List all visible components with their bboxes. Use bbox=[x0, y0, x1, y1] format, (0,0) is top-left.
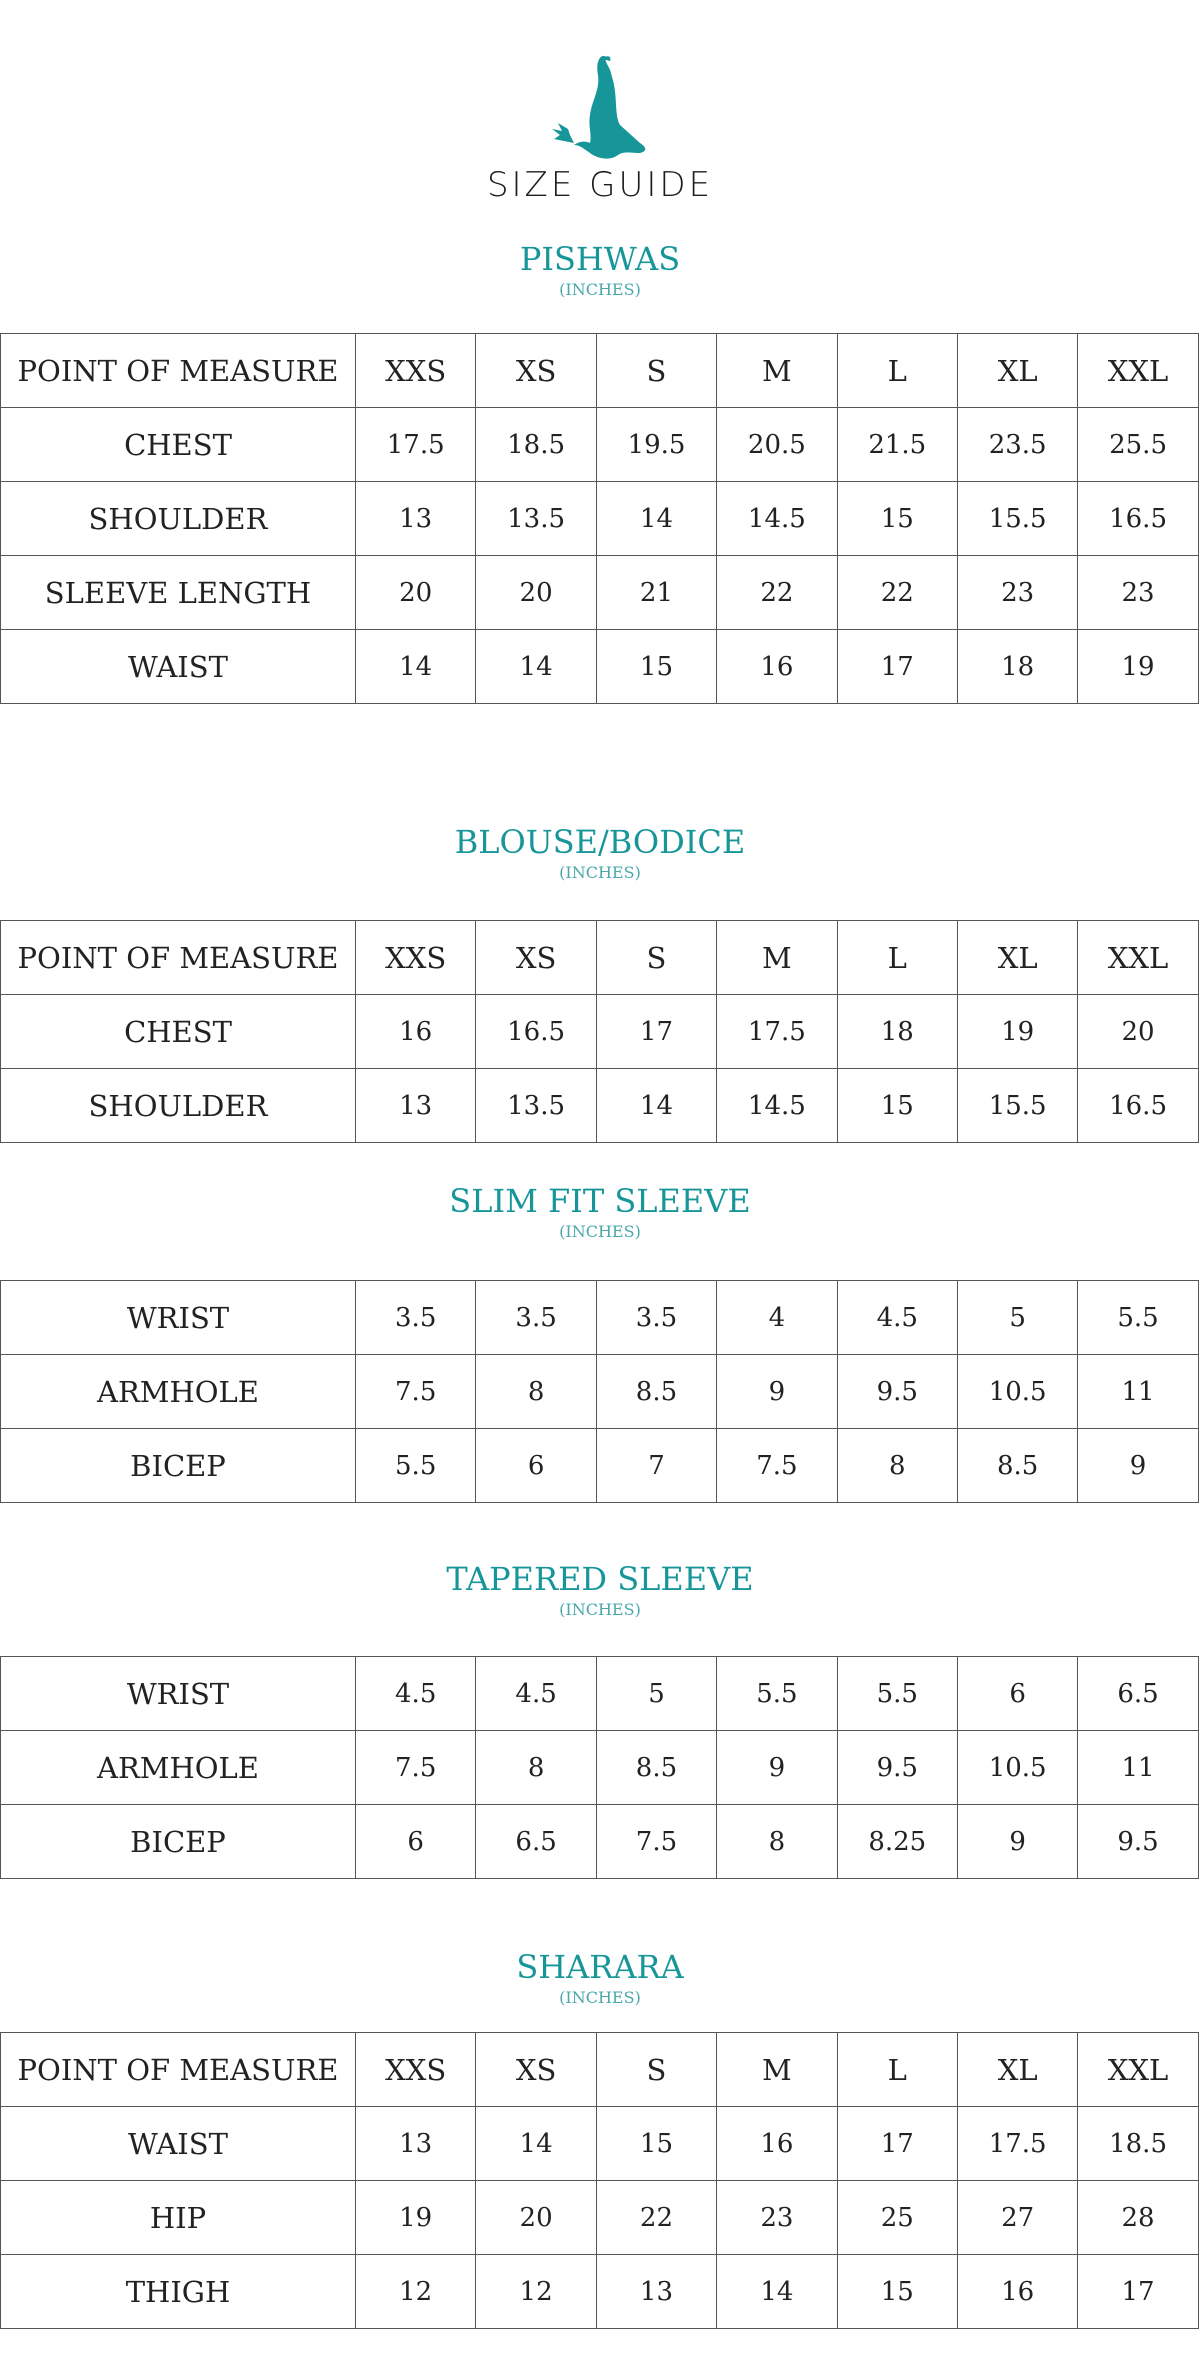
table-cell: 3.5 bbox=[476, 1281, 596, 1355]
row-label: THIGH bbox=[1, 2255, 356, 2329]
table-cell: 23 bbox=[717, 2181, 837, 2255]
table-cell: 16.5 bbox=[1078, 482, 1198, 556]
row-label: SLEEVE LENGTH bbox=[1, 556, 356, 630]
table-cell: 7 bbox=[596, 1429, 716, 1503]
row-label: BICEP bbox=[1, 1805, 356, 1879]
table-cell: 23 bbox=[1078, 556, 1198, 630]
table-cell: 15 bbox=[837, 1069, 957, 1143]
header-cell: XL bbox=[957, 921, 1077, 995]
table-cell: 8 bbox=[717, 1805, 837, 1879]
table-row bbox=[1, 995, 1199, 1069]
table-cell: 8 bbox=[476, 1355, 596, 1429]
table-cell: 14 bbox=[356, 630, 476, 704]
table-cell: 13 bbox=[596, 2255, 716, 2329]
table-header-row bbox=[1, 334, 1199, 408]
table-cell: 16 bbox=[356, 995, 476, 1069]
table-cell: 16.5 bbox=[1078, 1069, 1198, 1143]
table-cell: 18 bbox=[957, 630, 1077, 704]
table-cell: 6 bbox=[957, 1657, 1077, 1731]
table-row bbox=[1, 408, 1199, 482]
pishwas-size-table bbox=[0, 333, 1199, 704]
table-cell: 15 bbox=[596, 630, 716, 704]
table-cell: 5.5 bbox=[837, 1657, 957, 1731]
table-cell: 13 bbox=[356, 1069, 476, 1143]
table-cell: 23.5 bbox=[957, 408, 1077, 482]
table-cell: 8.25 bbox=[837, 1805, 957, 1879]
section-title-blouse-bodice: BLOUSE/BODICE bbox=[454, 823, 746, 861]
table-cell: 19.5 bbox=[596, 408, 716, 482]
table-cell: 22 bbox=[596, 2181, 716, 2255]
header-cell: XS bbox=[476, 921, 596, 995]
table-cell: 9 bbox=[717, 1731, 837, 1805]
table-cell: 4.5 bbox=[837, 1281, 957, 1355]
header-cell: XL bbox=[957, 2033, 1077, 2107]
table-cell: 14 bbox=[476, 2107, 596, 2181]
table-cell: 6 bbox=[356, 1805, 476, 1879]
table-cell: 19 bbox=[957, 995, 1077, 1069]
table-cell: 5 bbox=[596, 1657, 716, 1731]
table-cell: 20.5 bbox=[717, 408, 837, 482]
table-cell: 18.5 bbox=[1078, 2107, 1198, 2181]
table-cell: 5.5 bbox=[717, 1657, 837, 1731]
table-row bbox=[1, 1355, 1199, 1429]
table-row bbox=[1, 556, 1199, 630]
table-cell: 12 bbox=[476, 2255, 596, 2329]
row-label: WAIST bbox=[1, 2107, 356, 2181]
table-cell: 13 bbox=[356, 2107, 476, 2181]
header-cell: POINT OF MEASURE bbox=[1, 2033, 356, 2107]
table-cell: 22 bbox=[717, 556, 837, 630]
header-cell: L bbox=[837, 334, 957, 408]
slim-fit-sleeve-size-table bbox=[0, 1280, 1199, 1503]
table-cell: 4.5 bbox=[476, 1657, 596, 1731]
table-cell: 27 bbox=[957, 2181, 1077, 2255]
header-cell: L bbox=[837, 921, 957, 995]
section-unit: (INCHES) bbox=[559, 1988, 641, 2007]
table-cell: 10.5 bbox=[957, 1731, 1077, 1805]
table-cell: 3.5 bbox=[356, 1281, 476, 1355]
table-cell: 8.5 bbox=[596, 1355, 716, 1429]
table-cell: 17.5 bbox=[356, 408, 476, 482]
table-cell: 25 bbox=[837, 2181, 957, 2255]
header-cell: XXS bbox=[356, 334, 476, 408]
table-cell: 14.5 bbox=[717, 482, 837, 556]
table-cell: 16.5 bbox=[476, 995, 596, 1069]
table-cell: 3.5 bbox=[596, 1281, 716, 1355]
header-cell: XXS bbox=[356, 921, 476, 995]
row-label: WRIST bbox=[1, 1657, 356, 1731]
header-cell: XXL bbox=[1078, 921, 1198, 995]
table-cell: 17 bbox=[596, 995, 716, 1069]
table-cell: 18.5 bbox=[476, 408, 596, 482]
table-cell: 12 bbox=[356, 2255, 476, 2329]
row-label: ARMHOLE bbox=[1, 1731, 356, 1805]
table-cell: 15 bbox=[596, 2107, 716, 2181]
table-cell: 17.5 bbox=[957, 2107, 1077, 2181]
tapered-sleeve-size-table bbox=[0, 1656, 1199, 1879]
table-cell: 9 bbox=[1078, 1429, 1198, 1503]
row-label: CHEST bbox=[1, 408, 356, 482]
table-cell: 25.5 bbox=[1078, 408, 1198, 482]
table-cell: 17 bbox=[837, 630, 957, 704]
table-row bbox=[1, 482, 1199, 556]
table-cell: 8.5 bbox=[596, 1731, 716, 1805]
table-cell: 4 bbox=[717, 1281, 837, 1355]
table-cell: 17 bbox=[1078, 2255, 1198, 2329]
table-cell: 14 bbox=[596, 1069, 716, 1143]
table-cell: 20 bbox=[1078, 995, 1198, 1069]
row-label: ARMHOLE bbox=[1, 1355, 356, 1429]
row-label: BICEP bbox=[1, 1429, 356, 1503]
blouse-bodice-size-table bbox=[0, 920, 1199, 1143]
header-cell: XL bbox=[957, 334, 1077, 408]
table-cell: 7.5 bbox=[717, 1429, 837, 1503]
table-cell: 16 bbox=[717, 630, 837, 704]
table-cell: 6 bbox=[476, 1429, 596, 1503]
section-unit: (INCHES) bbox=[559, 280, 641, 299]
table-cell: 8 bbox=[837, 1429, 957, 1503]
table-cell: 20 bbox=[476, 556, 596, 630]
section-unit: (INCHES) bbox=[559, 1600, 641, 1619]
table-row bbox=[1, 2181, 1199, 2255]
table-row bbox=[1, 1657, 1199, 1731]
table-cell: 14 bbox=[476, 630, 596, 704]
section-unit: (INCHES) bbox=[559, 863, 641, 882]
table-cell: 6.5 bbox=[476, 1805, 596, 1879]
table-row bbox=[1, 630, 1199, 704]
table-row bbox=[1, 1731, 1199, 1805]
header-cell: L bbox=[837, 2033, 957, 2107]
row-label: HIP bbox=[1, 2181, 356, 2255]
table-cell: 22 bbox=[837, 556, 957, 630]
table-cell: 17.5 bbox=[717, 995, 837, 1069]
table-cell: 11 bbox=[1078, 1731, 1198, 1805]
table-cell: 14.5 bbox=[717, 1069, 837, 1143]
table-row bbox=[1, 2255, 1199, 2329]
header-cell: POINT OF MEASURE bbox=[1, 921, 356, 995]
table-cell: 15 bbox=[837, 2255, 957, 2329]
row-label: SHOULDER bbox=[1, 1069, 356, 1143]
header-cell: M bbox=[717, 2033, 837, 2107]
table-cell: 13.5 bbox=[476, 482, 596, 556]
header-cell: M bbox=[717, 334, 837, 408]
table-cell: 7.5 bbox=[596, 1805, 716, 1879]
section-title-sharara: SHARARA bbox=[516, 1948, 684, 1986]
table-row bbox=[1, 1069, 1199, 1143]
section-unit: (INCHES) bbox=[559, 1222, 641, 1241]
dove-icon bbox=[540, 55, 660, 170]
header-cell: S bbox=[596, 2033, 716, 2107]
section-title-slim-fit-sleeve: SLIM FIT SLEEVE bbox=[449, 1182, 751, 1220]
row-label: SHOULDER bbox=[1, 482, 356, 556]
table-cell: 15 bbox=[837, 482, 957, 556]
table-row bbox=[1, 1281, 1199, 1355]
table-cell: 28 bbox=[1078, 2181, 1198, 2255]
table-header-row bbox=[1, 921, 1199, 995]
table-cell: 15.5 bbox=[957, 482, 1077, 556]
table-cell: 20 bbox=[476, 2181, 596, 2255]
table-cell: 9 bbox=[957, 1805, 1077, 1879]
table-cell: 8.5 bbox=[957, 1429, 1077, 1503]
table-cell: 14 bbox=[596, 482, 716, 556]
header-cell: XXS bbox=[356, 2033, 476, 2107]
table-cell: 16 bbox=[717, 2107, 837, 2181]
table-cell: 15.5 bbox=[957, 1069, 1077, 1143]
section-title-pishwas: PISHWAS bbox=[519, 240, 681, 278]
header-cell: XXL bbox=[1078, 334, 1198, 408]
table-cell: 9.5 bbox=[1078, 1805, 1198, 1879]
row-label: WAIST bbox=[1, 630, 356, 704]
table-cell: 17 bbox=[837, 2107, 957, 2181]
table-cell: 9.5 bbox=[837, 1355, 957, 1429]
table-cell: 8 bbox=[476, 1731, 596, 1805]
header-cell: XS bbox=[476, 2033, 596, 2107]
table-row bbox=[1, 1805, 1199, 1879]
table-cell: 21 bbox=[596, 556, 716, 630]
table-cell: 5 bbox=[957, 1281, 1077, 1355]
row-label: CHEST bbox=[1, 995, 356, 1069]
table-header-row bbox=[1, 2033, 1199, 2107]
table-cell: 13 bbox=[356, 482, 476, 556]
table-cell: 21.5 bbox=[837, 408, 957, 482]
table-cell: 19 bbox=[356, 2181, 476, 2255]
table-cell: 6.5 bbox=[1078, 1657, 1198, 1731]
row-label: WRIST bbox=[1, 1281, 356, 1355]
table-cell: 18 bbox=[837, 995, 957, 1069]
table-row bbox=[1, 1429, 1199, 1503]
header-cell: XS bbox=[476, 334, 596, 408]
table-cell: 20 bbox=[356, 556, 476, 630]
table-cell: 14 bbox=[717, 2255, 837, 2329]
header-cell: POINT OF MEASURE bbox=[1, 334, 356, 408]
table-cell: 7.5 bbox=[356, 1355, 476, 1429]
table-cell: 9.5 bbox=[837, 1731, 957, 1805]
header-cell: S bbox=[596, 334, 716, 408]
table-cell: 11 bbox=[1078, 1355, 1198, 1429]
table-cell: 9 bbox=[717, 1355, 837, 1429]
table-cell: 5.5 bbox=[356, 1429, 476, 1503]
table-cell: 7.5 bbox=[356, 1731, 476, 1805]
table-cell: 5.5 bbox=[1078, 1281, 1198, 1355]
header-cell: XXL bbox=[1078, 2033, 1198, 2107]
table-row bbox=[1, 2107, 1199, 2181]
section-title-tapered-sleeve: TAPERED SLEEVE bbox=[446, 1560, 754, 1598]
page-title: SIZE GUIDE bbox=[486, 165, 714, 205]
table-cell: 16 bbox=[957, 2255, 1077, 2329]
header-cell: S bbox=[596, 921, 716, 995]
table-cell: 13.5 bbox=[476, 1069, 596, 1143]
table-cell: 10.5 bbox=[957, 1355, 1077, 1429]
header-cell: M bbox=[717, 921, 837, 995]
table-cell: 19 bbox=[1078, 630, 1198, 704]
table-cell: 4.5 bbox=[356, 1657, 476, 1731]
table-cell: 23 bbox=[957, 556, 1077, 630]
sharara-size-table bbox=[0, 2032, 1199, 2329]
